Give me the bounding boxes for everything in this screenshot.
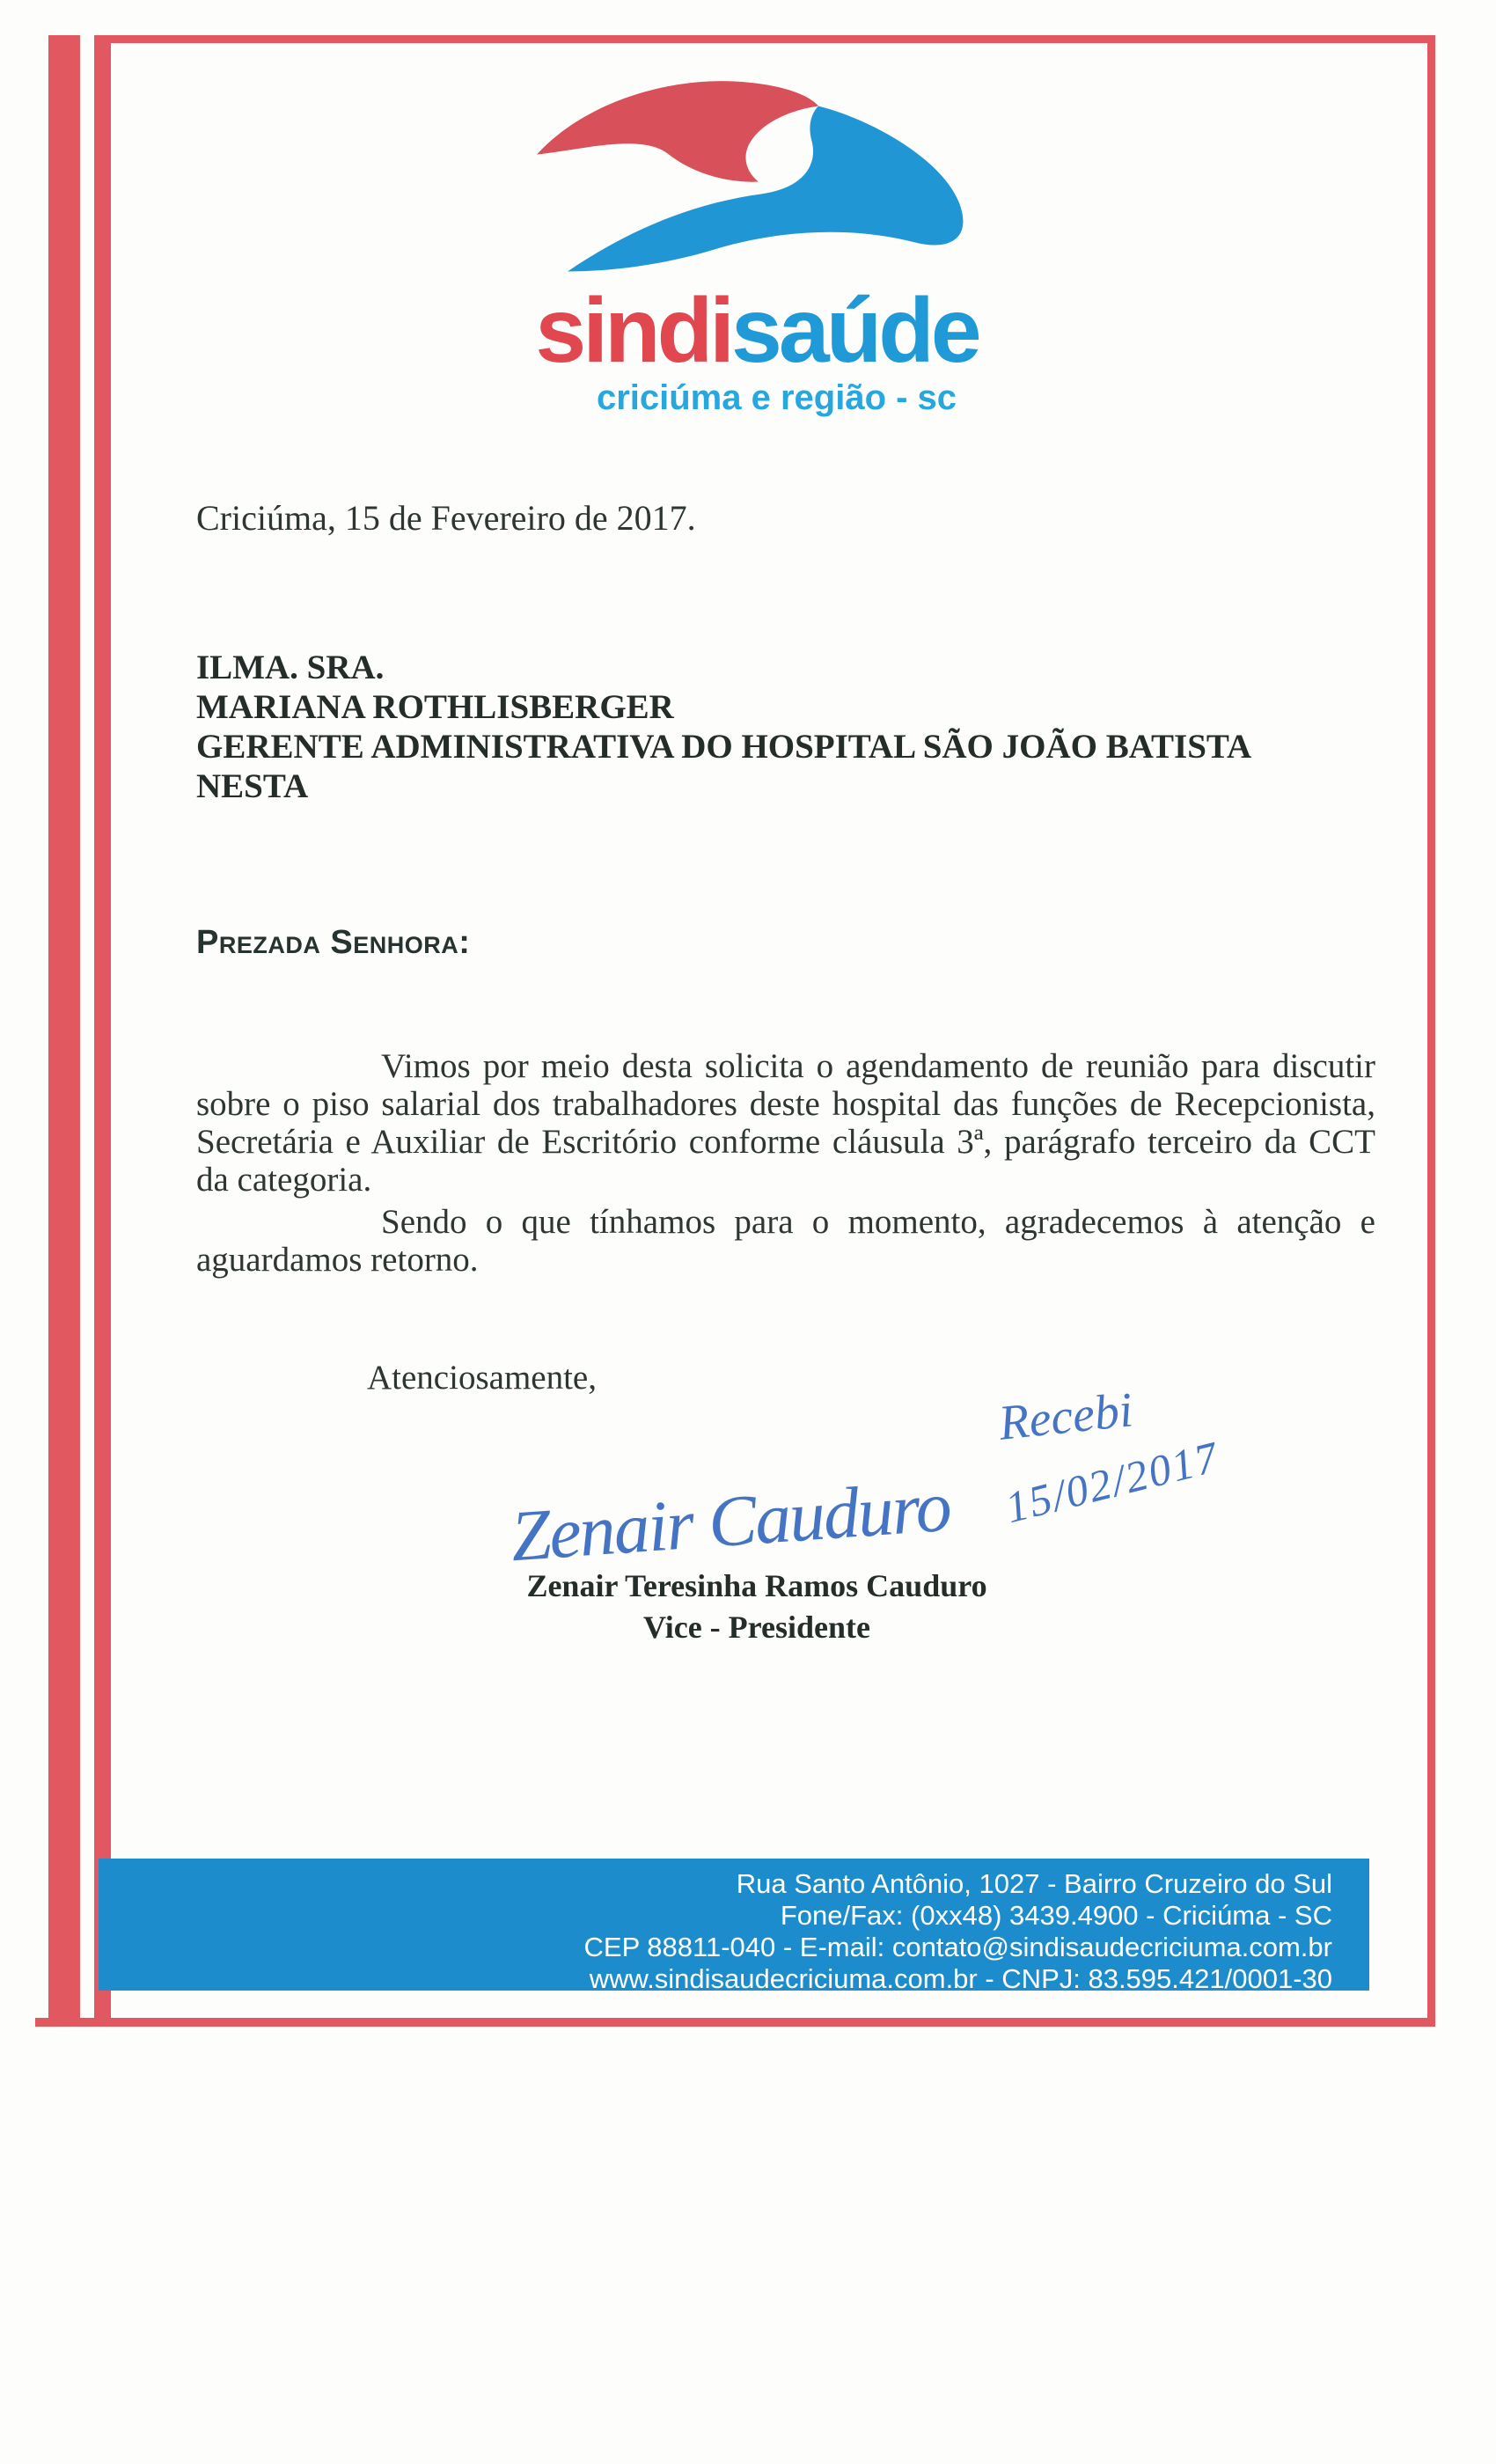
recipient-line-2: MARIANA ROTHLISBERGER xyxy=(196,688,674,726)
top-border-line xyxy=(94,35,1435,43)
handwritten-signature: Zenair Cauduro xyxy=(508,1465,953,1577)
signer-title: Vice - Presidente xyxy=(643,1610,870,1645)
signer-block xyxy=(378,1566,1135,1648)
sindisaude-logo xyxy=(449,69,1065,415)
recipient-line-3: GERENTE ADMINISTRATIVA DO HOSPITAL SÃO JOÃO BATISTA xyxy=(196,728,1252,766)
logo-wordmark-sindi: sindi xyxy=(535,280,732,382)
right-border-line xyxy=(1427,35,1435,2026)
body-paragraph-1: Vimos por meio desta solicita o agendamento de reunião para discutir sobre o piso salarial dos trabalhadores deste hospital das funções de Recepcionista, Secretária e Auxiliar de Escritório conforme cláusula 3ª, parágrafo terceiro da CCT da categoria. xyxy=(196,1047,1375,1199)
handwritten-received-date: 15/02/2017 xyxy=(1000,1431,1224,1533)
footer-contact-bar xyxy=(99,1859,1369,1994)
footer-website-cnpj-line: www.sindisaudecriciuma.com.br - CNPJ: 83.595.421/0001-30 xyxy=(589,1963,1332,1994)
bottom-border-line xyxy=(35,2018,1435,2027)
footer-address-line: Rua Santo Antônio, 1027 - Bairro Cruzeiro do Sul xyxy=(736,1868,1332,1899)
left-red-stripe-inner xyxy=(94,35,111,2022)
logo-wordmark-saude: saúde xyxy=(731,280,979,382)
body-paragraph-2: Sendo o que tínhamos para o momento, agradecemos à atenção e aguardamos retorno. xyxy=(196,1203,1375,1279)
letter-body xyxy=(196,1047,1375,1283)
logo-swoosh-icon xyxy=(528,69,986,280)
date-line: Criciúma, 15 de Fevereiro de 2017. xyxy=(196,498,696,538)
handwritten-received-label: Recebi xyxy=(996,1382,1136,1451)
left-red-stripe-outer xyxy=(48,35,80,2022)
salutation: Prezada Senhora: xyxy=(196,924,471,961)
logo-tagline: criciúma e região - sc xyxy=(596,378,957,417)
recipient-line-1: ILMA. SRA. xyxy=(196,649,385,686)
footer-email-line: CEP 88811-040 - E-mail: contato@sindisaudecriciuma.com.br xyxy=(583,1932,1332,1962)
closing-line: Atenciosamente, xyxy=(367,1359,597,1397)
logo-wordmark xyxy=(449,280,1065,382)
recipient-line-4: NESTA xyxy=(196,767,309,805)
recipient-block xyxy=(196,648,1251,806)
footer-phone-line: Fone/Fax: (0xx48) 3439.4900 - Criciúma - SC xyxy=(780,1900,1332,1931)
signer-name: Zenair Teresinha Ramos Cauduro xyxy=(526,1568,987,1603)
